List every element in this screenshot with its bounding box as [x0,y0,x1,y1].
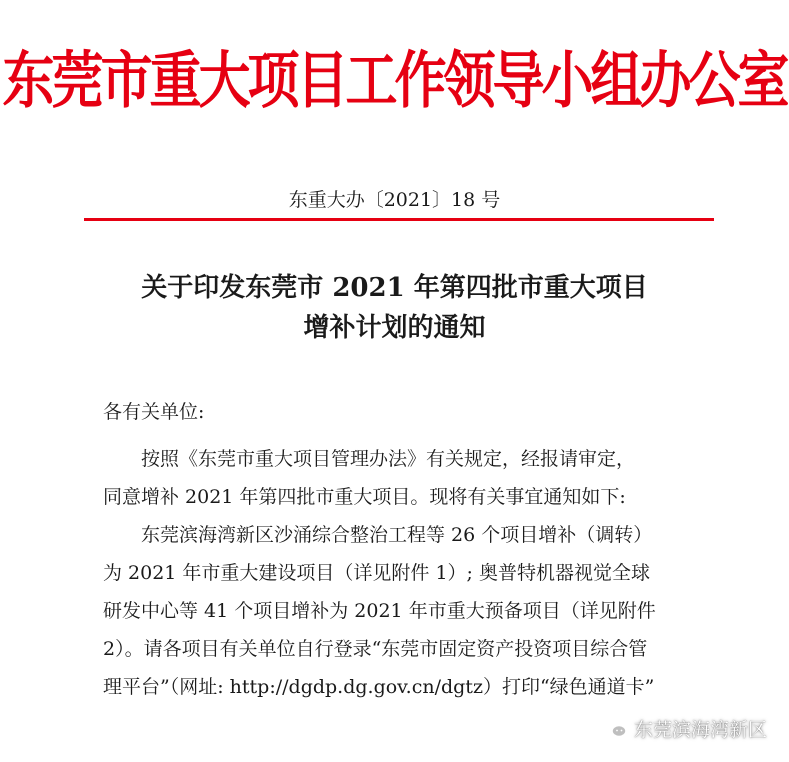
red-divider-line [84,218,714,221]
body-line: 东莞滨海湾新区沙涌综合整治工程等 26 个项目增补（调转） [141,524,653,546]
document-title [0,268,789,348]
body-line: 为 2021 年市重大建设项目（详见附件 1）; 奥普特机器视觉全球 [103,562,651,584]
body-line: 理平台”（网址: http://dgdp.dg.gov.cn/dgtz）打印“绿色通道卡” [103,676,655,698]
document-number: 东重大办〔2021〕18 号 [288,189,501,211]
body-line: 2）。请各项目有关单位自行登录“东莞市固定资产投资项目综合管 [103,638,648,660]
body-line: 按照《东莞市重大项目管理办法》有关规定，经报请审定， [141,448,636,470]
organization-header: 东莞市重大项目工作领导小组办公室 [2,45,787,117]
body-text [103,440,693,706]
body-line: 同意增补 2021 年第四批市重大项目。现将有关事宜通知如下: [103,486,626,508]
document-title-line-2: 增补计划的通知 [303,313,486,343]
wechat-icon [600,716,628,740]
salutation: 各有关单位: [103,401,205,423]
wechat-watermark [600,712,767,744]
document-title-line-1: 关于印发东莞市 2021 年第四批市重大项目 [141,273,648,303]
watermark-text: 东莞滨海湾新区 [633,718,767,741]
body-line: 研发中心等 41 个项目增补为 2021 年市重大预备项目（详见附件 [103,600,656,622]
